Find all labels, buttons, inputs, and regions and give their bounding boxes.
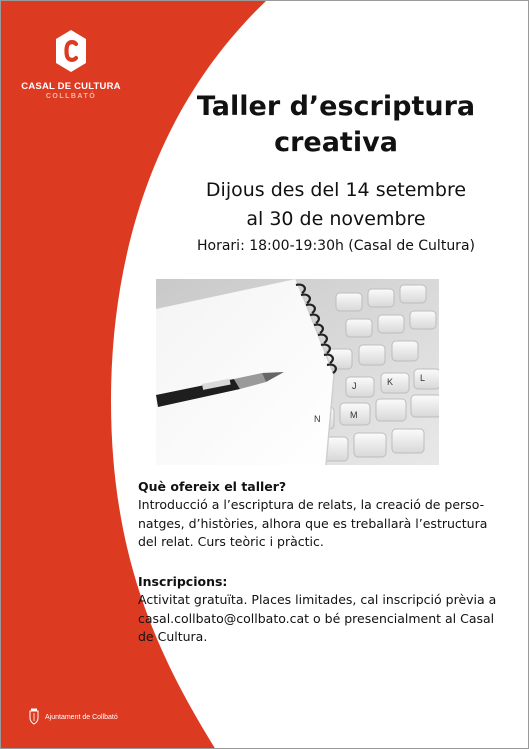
offer-line3: del relat. Curs teòric i pràctic. [138, 534, 324, 549]
offer-line2: natges, d’històries, alhora que es treballarà l’estructura [138, 515, 488, 531]
casal-logo [21, 29, 121, 101]
footer-text: Ajuntament de Collbató [45, 713, 118, 721]
section-body-registration [138, 591, 510, 647]
registration-line1: Activitat gratuïta. Places limitades, cal inscripció prèvia a [138, 592, 497, 607]
ajuntament-coat-of-arms-icon [27, 708, 41, 726]
poster-title [151, 89, 521, 161]
key-l: L [420, 373, 426, 383]
section-body-offer [138, 496, 510, 552]
schedule-text: Horari: 18:00-19:30h (Casal de Cultura) [197, 238, 475, 254]
offer-line1: Introducció a l’escriptura de relats, la creació de perso- [138, 497, 485, 512]
dates-line2: al 30 de novembre [246, 208, 426, 230]
course-dates [151, 176, 521, 234]
casal-de-cultura-logo-icon [54, 29, 88, 73]
key-m: M [350, 410, 358, 420]
notebook-pen-keyboard-photo [156, 279, 439, 465]
registration-line3: de Cultura. [138, 629, 208, 644]
footer [27, 708, 118, 726]
key-k: K [387, 377, 394, 387]
dates-line1: Dijous des del 14 setembre [205, 179, 467, 201]
title-line2: creativa [274, 127, 398, 158]
title-line1: Taller d’escriptura [196, 91, 476, 122]
registration-line2: casal.collbato@collbato.cat o bé presencialment al Casal [138, 610, 495, 626]
key-n: N [314, 414, 321, 424]
logo-text-line1: CASAL DE CULTURA [21, 81, 121, 92]
key-j: J [352, 381, 357, 391]
section-heading-offer: Què ofereix el taller? [138, 479, 287, 494]
section-heading-registration: Inscripcions: [138, 574, 228, 589]
logo-text-line2: COLLBATÓ [45, 93, 97, 100]
